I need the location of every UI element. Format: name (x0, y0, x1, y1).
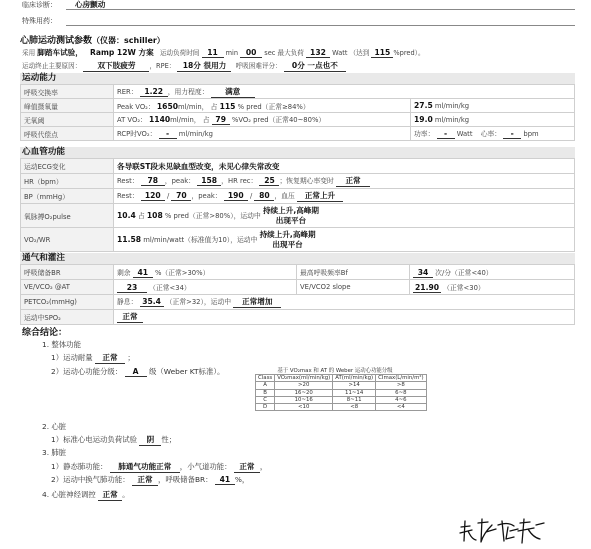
stop-reason-label: 运动终止主要原因： (22, 62, 82, 70)
weber-cell: >14 (333, 382, 376, 389)
ventilation-table (20, 264, 575, 325)
ve-slope-suffix: （正常<30） (443, 283, 485, 292)
bf-value: 34 (413, 268, 433, 278)
at-unit: ml/min， (170, 116, 201, 124)
peak-vo2-row-label: 峰值摄氧量 (21, 99, 114, 113)
weber-col-cimax: CImax(L/min/m²) (376, 375, 427, 382)
hr-recovery-label: ；恢复期心率变时 (279, 177, 334, 185)
sec-unit: sec (264, 49, 276, 57)
at-row-label: 无氧阈 (21, 113, 114, 127)
table-row (21, 159, 575, 174)
bp-rest-systolic: 120 (141, 191, 165, 201)
bp-rest-label: Rest： (117, 192, 139, 200)
rcp-prefix: RCP时VO₂： (117, 130, 157, 138)
table-row (21, 113, 575, 127)
spo2-cell (114, 310, 575, 325)
vo2wr-trend-line1: 持续上升,高峰期 (259, 229, 316, 239)
conclusion-s1-2 (51, 366, 224, 377)
effort-value: 满意 (211, 86, 255, 98)
rcp-row-label: 呼吸代偿点 (21, 127, 114, 141)
bf-suffix: 次/分（正常<40） (435, 268, 493, 277)
reach-value: 115 (371, 48, 393, 58)
weber-cell: A (256, 382, 275, 389)
o2pulse-pct-label: 占 (137, 211, 145, 220)
hr-rest-value: 78 (141, 176, 165, 186)
instrument-text: （仪器：schiller） (92, 36, 165, 45)
petco2-prefix: 静息： (117, 298, 138, 306)
cardio-section-header: 心血管功能 (20, 147, 575, 158)
exercise-tolerance-end: ； (127, 353, 135, 362)
table-row (256, 382, 427, 389)
static-lung-label: 1）静态肺功能： (51, 462, 108, 471)
bp-row-label: BP（mmHg） (21, 189, 114, 204)
rer-cell (114, 85, 575, 99)
weber-cell: B (256, 389, 275, 396)
spo2-row-label: 运动中SPO₂ (21, 310, 114, 325)
duration-label: 运动负荷时间 (159, 49, 200, 57)
ve-slope-label: VE/VCO2 slope (297, 280, 410, 295)
petco2-suffix: （正常>32），运动中 (165, 298, 232, 306)
weber-cell: 4~6 (376, 396, 427, 403)
reach-prefix: （达到 (349, 49, 370, 57)
conclusion-s3-1 (51, 461, 267, 473)
small-airway-value: 正常 (234, 461, 260, 473)
ecg-cell (114, 159, 575, 174)
ve-at-suffix: （正常<34） (149, 283, 191, 292)
rcp-cell (114, 127, 411, 141)
weber-table-block (255, 366, 424, 411)
rer-value: 1.22 (140, 87, 168, 97)
weber-cell: 11~14 (333, 389, 376, 396)
rcp-hr-value: - (503, 129, 521, 139)
at-pct-suffix: %VO₂ pred（正常40~80%） (231, 116, 326, 124)
test-params-title (20, 33, 165, 46)
reach-suffix: %pred）。 (393, 49, 425, 57)
ecg-stress-suffix: 性； (161, 435, 177, 444)
hr-rest-label: Rest： (117, 177, 139, 185)
table-row (21, 228, 575, 252)
hr-rec-value: 25 (259, 176, 279, 186)
conclusion-s1-1 (51, 352, 135, 364)
ve-at-row-label: VE/VCO₂ @AT (21, 280, 114, 295)
conclusion-s1: 1. 整体功能 (42, 340, 81, 349)
breathing-reserve-value: 41 (215, 475, 235, 485)
conclusion-s3: 3. 肺脏 (42, 448, 67, 457)
weber-header-row (256, 375, 427, 382)
bp-response-value: 正常上升 (297, 190, 343, 202)
maxload-value: 132 (306, 48, 330, 58)
o2pulse-pct: 108 (146, 210, 163, 220)
ve-at-cell (114, 280, 297, 295)
peak-vo2-prefix: Peak VO₂： (117, 102, 155, 111)
rcp-unit: ml/min/kg (178, 130, 213, 138)
at-value: 1140 (149, 115, 171, 124)
vo2wr-cell (114, 228, 575, 252)
weber-cell: <8 (333, 404, 376, 411)
ramp-value: Ramp 12W 方案 (89, 48, 154, 57)
conclusion-s4 (42, 489, 130, 501)
hr-recovery-value: 正常 (336, 175, 370, 187)
cardiac-class-value: A (125, 367, 147, 377)
weber-col-at: AT(ml/min/kg) (333, 375, 376, 382)
static-lung-end: ， (259, 462, 268, 471)
maxload-label: 最大负荷 (277, 49, 304, 57)
rcp-power-label: 功率： (414, 130, 435, 138)
table-row (21, 204, 575, 228)
weber-cell: >20 (275, 382, 333, 389)
table-row (21, 174, 575, 189)
bp-peak-diastolic: 80 (254, 191, 274, 201)
weber-col-class: Class (256, 375, 275, 382)
rpe-label: ，RPE： (149, 62, 176, 70)
static-lung-value: 肺通气功能正常 (110, 461, 180, 473)
bp-peak-label: ，peak： (191, 192, 222, 200)
rcp-power-value: - (437, 129, 455, 139)
vo2wr-value: 11.58 (117, 234, 142, 244)
table-row (256, 396, 427, 403)
protocol-prefix: 采用 (22, 49, 36, 57)
at-cell (114, 113, 411, 127)
bp-rest-diastolic: 70 (171, 191, 191, 201)
neural-regulation-label: 4. 心脏神经调控 (42, 490, 96, 499)
ecg-value: 各导联ST段未见缺血型改变，未见心律失常改变 (117, 161, 280, 171)
stop-reason-value: 双下肢疲劳 (83, 60, 149, 72)
petco2-cell (114, 295, 575, 310)
at-prefix: AT VO₂： (117, 116, 147, 124)
table-row (21, 280, 575, 295)
table-row (21, 85, 575, 99)
capacity-section-header: 运动能力 (20, 73, 575, 84)
ventilation-section-header: 通气和灌注 (20, 253, 575, 264)
exercise-tolerance-value: 正常 (95, 352, 125, 364)
conclusion-title: 综合结论： (22, 328, 68, 338)
weber-cell: 8~11 (333, 396, 376, 403)
br-cell (114, 265, 297, 280)
table-row (21, 265, 575, 280)
ve-slope-cell (410, 280, 575, 295)
bp-response-label: ，血压 (274, 192, 295, 200)
at-pct-label: 占 (202, 116, 210, 124)
exercise-tolerance-label: 1）运动耐量 (51, 353, 93, 362)
min-unit: min (225, 49, 239, 57)
br-suffix: %（正常>30%） (154, 268, 210, 277)
protocol-row (22, 47, 425, 58)
ecg-row-label: 运动ECG变化 (21, 159, 114, 174)
at-kg-value: 19.0 (414, 115, 433, 124)
table-row (21, 99, 575, 113)
dyspnea-label: 呼吸困难评分： (235, 62, 282, 70)
doctor-signature (458, 517, 550, 545)
o2pulse-trend (263, 206, 319, 226)
rcp-value: - (159, 129, 177, 139)
table-row (21, 127, 575, 141)
rcp-hr-label: 心率： (480, 130, 502, 138)
protocol-value: 脚踏车试验， (37, 48, 83, 57)
petco2-value: 35.4 (140, 297, 164, 307)
stop-reason-row (22, 60, 346, 72)
breathing-reserve-suffix: %， (234, 475, 250, 484)
weber-cell: C (256, 396, 275, 403)
special-drug-label: 特殊用药： (22, 17, 57, 25)
effort-label: ，用力程度： (167, 87, 209, 96)
duration-seconds: 00 (240, 48, 262, 58)
petco2-trend: 正常增加 (233, 296, 281, 308)
weber-col-vo2max: VO₂max(ml/min/kg) (275, 375, 333, 382)
peak-vo2-pct-label: 占 (210, 102, 218, 111)
weber-cell: 16~20 (275, 389, 333, 396)
o2pulse-row-label: 氧脉搏O₂pulse (21, 204, 114, 228)
weber-table (255, 374, 427, 411)
table-row (21, 189, 575, 204)
hr-cell (114, 174, 575, 189)
table-row (21, 295, 575, 310)
dyspnea-value: 0分 一点也不 (284, 60, 346, 72)
neural-regulation-value: 正常 (98, 489, 122, 501)
neural-regulation-end: 。 (122, 490, 130, 499)
peak-vo2-pct-suffix: % pred（正常≥84%） (237, 102, 310, 111)
br-row-label: 呼吸储备BR (21, 265, 114, 280)
vo2wr-unit: ml/min/watt（标准值为10），运动中 (143, 235, 258, 244)
exercise-ventilation-value: 正常 (132, 474, 158, 486)
bp-cell: Rest： 120 / 70 ，peak： 190 / 80 ，血压 正常上升 (114, 189, 575, 204)
bp-peak-systolic: 190 (224, 191, 248, 201)
cardio-table (20, 158, 575, 252)
hr-peak-value: 158 (197, 176, 221, 186)
cardiac-class-label: 2）运动心功能分级： (51, 367, 123, 376)
table-row (21, 310, 575, 325)
o2pulse-pct-suffix: % pred（正常>80%），运动中 (164, 211, 261, 220)
duration-minutes: 11 (202, 48, 224, 58)
hr-peak-label: ，peak： (164, 177, 195, 185)
vo2wr-trend-line2: 出现平台 (272, 239, 303, 249)
weber-cell: D (256, 404, 275, 411)
test-params-title-text: 心肺运动测试参数 (20, 36, 93, 46)
rer-row-label: 呼吸交换率 (21, 85, 114, 99)
o2pulse-trend-line2: 出现平台 (275, 215, 307, 225)
bf-cell (410, 265, 575, 280)
weber-cell: 10~16 (275, 396, 333, 403)
vo2wr-trend (260, 230, 316, 250)
br-value: 41 (133, 268, 153, 278)
exercise-ventilation-label: 2）运动中换气肺功能： (51, 475, 130, 484)
ecg-stress-label: 1）标准心电运动负荷试验 (51, 435, 138, 444)
br-prefix: 剩余 (117, 268, 131, 277)
ve-at-value: 23 (117, 283, 147, 293)
bf-label: 最高呼吸频率Bf (297, 265, 410, 280)
peak-vo2-kg-value: 27.5 (414, 101, 433, 110)
rpe-value: 18分 很用力 (177, 60, 231, 72)
weber-cell: <10 (275, 404, 333, 411)
peak-vo2-value: 1650 (156, 101, 179, 111)
capacity-table (20, 84, 575, 141)
rer-label: RER： (117, 87, 138, 96)
rcp-hr-unit: bpm (523, 130, 539, 138)
at-pct: 79 (212, 115, 230, 125)
peak-vo2-cell (114, 99, 411, 113)
peak-vo2-pct: 115 (219, 101, 236, 111)
table-row (256, 404, 427, 411)
rcp-power-cell (411, 127, 575, 141)
vo2wr-row-label: VO₂/WR (21, 228, 114, 252)
rcp-power-unit: Watt (456, 130, 473, 138)
peak-vo2-kg-cell (411, 99, 575, 113)
peak-vo2-kg-unit: ml/min/kg (434, 102, 470, 110)
o2pulse-cell (114, 204, 575, 228)
at-kg-unit: ml/min/kg (434, 116, 470, 124)
breathing-reserve-label: ，呼吸储备BR： (157, 475, 213, 484)
ecg-stress-value: 阴 (139, 434, 161, 446)
conclusion-s3-2 (51, 474, 249, 486)
ve-slope-value: 21.90 (415, 282, 440, 292)
conclusion-s2: 2. 心脏 (42, 422, 67, 431)
cardiac-class-suffix: 级（Weber KT标准）。 (148, 367, 225, 376)
special-drug-underline (66, 25, 575, 26)
diagnosis-label: 临床诊断： (22, 1, 57, 9)
conclusion-s2-1 (51, 434, 176, 446)
weber-cell: >8 (376, 382, 427, 389)
weber-cell: <4 (376, 404, 427, 411)
hr-row-label: HR（bpm） (21, 174, 114, 189)
at-kg-cell (411, 113, 575, 127)
diagnosis-underline (66, 9, 575, 10)
hr-rec-label: ，HR rec： (221, 177, 258, 185)
table-row (256, 389, 427, 396)
small-airway-label: ，小气道功能： (179, 462, 232, 471)
petco2-row-label: PETCO₂(mmHg) (21, 295, 114, 310)
spo2-value: 正常 (117, 311, 143, 323)
maxload-unit: Watt (332, 49, 348, 57)
peak-vo2-unit: ml/min， (178, 102, 209, 111)
weber-cell: 6~8 (376, 389, 427, 396)
weber-caption: 基于 VO₂max 和 AT 的 Weber 运动心功能分级 (277, 368, 393, 374)
o2pulse-value: 10.4 (117, 210, 136, 220)
diagnosis-value: 心房颤动 (75, 0, 106, 9)
o2pulse-trend-line1: 持续上升,高峰期 (262, 205, 319, 215)
